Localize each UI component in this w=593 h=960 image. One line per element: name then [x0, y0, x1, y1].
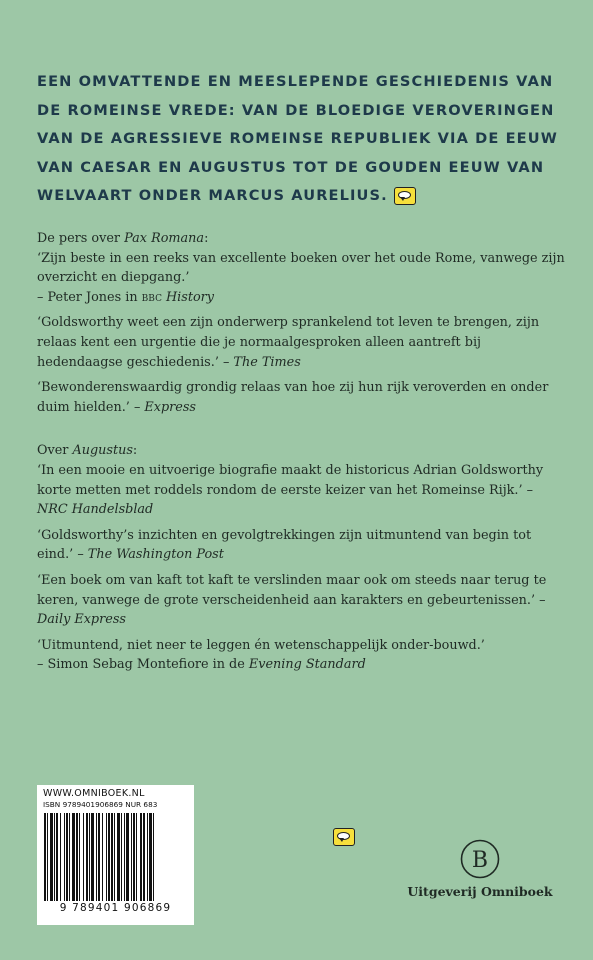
publisher-url: WWW.OMNIBOEK.NL — [43, 788, 145, 799]
augustus-heading — [37, 441, 567, 461]
quote — [37, 526, 567, 565]
quote-text: ‘In een mooie en uitvoerige biografie maakt de historicus Adrian Goldsworthy korte metten met roddels rondom de eerste keizer van het Romeinse Rijk.’ — [37, 462, 544, 498]
quote-source: History — [161, 289, 215, 305]
reviews — [37, 229, 567, 681]
quote-source: – The Washington Post — [77, 547, 224, 563]
quote-source: – NRC Handelsblad — [37, 482, 534, 518]
quote-source: – Daily Express — [37, 592, 546, 628]
blurb-line — [37, 182, 567, 211]
section-gap — [37, 423, 567, 441]
chat-bubble-icon[interactable] — [333, 828, 355, 846]
quote-source: Evening Standard — [248, 657, 366, 673]
publisher-name: Uitgeverij Omniboek — [407, 884, 553, 899]
blurb — [37, 68, 567, 211]
heading-prefix: De pers over — [37, 231, 125, 246]
quote-text: ‘Uitmuntend, niet neer te leggen én wetenschappelijk onder-bouwd.’ — [37, 637, 485, 653]
barcode-box — [37, 785, 194, 925]
barcode-number: 9 789401 906869 — [59, 902, 172, 914]
book-title: Augustus — [72, 443, 133, 459]
blurb-line: DE ROMEINSE VREDE: VAN DE BLOEDIGE VEROVERINGEN — [37, 101, 555, 119]
quote — [37, 636, 567, 675]
barcode-bars-icon — [43, 813, 188, 901]
quote — [37, 313, 567, 372]
publisher-logo — [400, 838, 560, 899]
blurb-line: VAN CAESAR EN AUGUSTUS TOT DE GOUDEN EEUW VAN — [37, 158, 545, 176]
quote — [37, 378, 567, 417]
heading-suffix: : — [132, 443, 138, 459]
svg-text:B: B — [471, 848, 489, 873]
quote — [37, 249, 567, 308]
quote-source: – Express — [133, 399, 196, 415]
quote-text: ‘Goldsworthy weet een zijn onderwerp sprankelend tot leven te brengen, zijn relaas kent een urgentie die je normaalgesproken alleen aantreft bij hedendaagse geschiedenis.’ — [37, 315, 540, 370]
quote-text: ‘Goldsworthy’s inzichten en gevolgtrekkingen zijn uitmuntend van begin tot eind.’ — [37, 527, 532, 563]
quote — [37, 571, 567, 630]
quote-text: ‘Een boek om van kaft tot kaft te verslinden maar ook om steeds naar terug te keren, vanwege de grote verscheidenheid aan karakters en gebeurtenissen.’ — [37, 572, 547, 608]
quote-text: ‘Zijn beste in een reeks van excellente boeken over het oude Rome, vanwege zijn overzicht en diepgang.’ — [37, 250, 565, 286]
isbn-line: ISBN 9789401906869 NUR 683 — [43, 800, 158, 809]
chat-bubble-icon[interactable] — [394, 187, 416, 205]
blurb-line-text: WELVAART ONDER MARCUS AURELIUS. — [37, 187, 388, 204]
quote-source-abbr: bbc — [141, 289, 162, 305]
heading-prefix: Over — [37, 443, 73, 459]
book-title: Pax Romana — [124, 231, 205, 246]
blurb-line: EEN OMVATTENDE EN MEESLEPENDE GESCHIEDENIS VAN — [37, 73, 554, 90]
quote-source: – The Times — [222, 354, 301, 370]
quote-text: ‘Bewonderenswaardig grondig relaas van hoe zij hun rijk veroverden en onder duim hielden.’ — [37, 380, 549, 415]
quote — [37, 461, 567, 520]
pax-heading — [37, 229, 567, 249]
quote-attribution: – Peter Jones in — [37, 289, 142, 305]
omniboek-b-logo-icon — [459, 838, 501, 880]
quote-attribution: – Simon Sebag Montefiore in de — [37, 657, 249, 673]
heading-suffix: : — [204, 231, 209, 246]
blurb-line: VAN DE AGRESSIEVE ROMEINSE REPUBLIEK VIA DE EEUW — [37, 130, 558, 147]
